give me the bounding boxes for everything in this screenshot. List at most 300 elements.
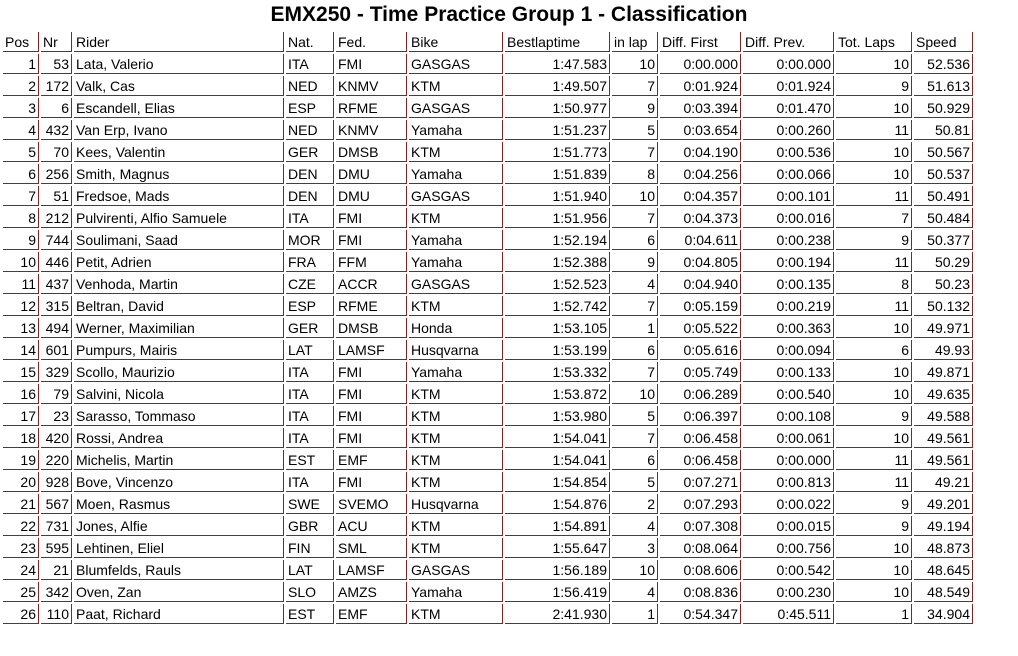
cell-diff-first: 0:07.271 (660, 472, 741, 492)
cell-tot-laps: 9 (836, 406, 912, 426)
cell-rider: Oven, Zan (74, 582, 284, 602)
cell-rider: Soulimani, Saad (74, 230, 284, 250)
cell-nr: 329 (41, 362, 72, 382)
cell-nr: 432 (41, 120, 72, 140)
table-row (3, 362, 973, 382)
cell-fed: SVEMO (336, 494, 407, 514)
cell-nr: 51 (41, 186, 72, 206)
cell-pos: 18 (3, 428, 39, 448)
cell-fed: SML (336, 538, 407, 558)
cell-diff-prev: 0:00.363 (743, 318, 834, 338)
cell-bestlaptime: 1:56.419 (505, 582, 610, 602)
cell-pos: 16 (3, 384, 39, 404)
cell-nr: 256 (41, 164, 72, 184)
cell-speed: 50.132 (914, 296, 973, 316)
column-header-tot-laps: Tot. Laps (836, 32, 912, 52)
cell-nat: ITA (286, 428, 334, 448)
cell-speed: 34.904 (914, 604, 973, 624)
cell-diff-prev: 0:00.015 (743, 516, 834, 536)
cell-speed: 49.871 (914, 362, 973, 382)
cell-in-lap: 10 (612, 186, 658, 206)
cell-nr: 21 (41, 560, 72, 580)
cell-bike: KTM (409, 142, 503, 162)
cell-diff-first: 0:05.522 (660, 318, 741, 338)
table-row (3, 296, 973, 316)
cell-nat: DEN (286, 186, 334, 206)
cell-diff-prev: 0:00.813 (743, 472, 834, 492)
cell-bike: Yamaha (409, 582, 503, 602)
cell-speed: 50.29 (914, 252, 973, 272)
cell-diff-prev: 0:00.260 (743, 120, 834, 140)
cell-nr: 172 (41, 76, 72, 96)
cell-diff-prev: 0:00.238 (743, 230, 834, 250)
cell-diff-first: 0:06.458 (660, 428, 741, 448)
cell-nr: 744 (41, 230, 72, 250)
cell-nr: 79 (41, 384, 72, 404)
cell-pos: 5 (3, 142, 39, 162)
cell-bike: KTM (409, 296, 503, 316)
cell-rider: Werner, Maximilian (74, 318, 284, 338)
cell-diff-first: 0:08.064 (660, 538, 741, 558)
cell-diff-prev: 0:00.066 (743, 164, 834, 184)
cell-fed: ACCR (336, 274, 407, 294)
cell-in-lap: 6 (612, 450, 658, 470)
table-row (3, 406, 973, 426)
cell-speed: 49.561 (914, 450, 973, 470)
cell-rider: Pulvirenti, Alfio Samuele (74, 208, 284, 228)
cell-fed: FMI (336, 406, 407, 426)
column-header-fed: Fed. (336, 32, 407, 52)
table-row (3, 516, 973, 536)
cell-bestlaptime: 1:51.956 (505, 208, 610, 228)
column-header-rider: Rider (74, 32, 284, 52)
cell-diff-prev: 0:01.470 (743, 98, 834, 118)
table-row (3, 186, 973, 206)
table-row (3, 582, 973, 602)
cell-in-lap: 2 (612, 494, 658, 514)
cell-bestlaptime: 1:54.041 (505, 428, 610, 448)
cell-diff-prev: 0:00.094 (743, 340, 834, 360)
cell-nat: GER (286, 142, 334, 162)
cell-pos: 4 (3, 120, 39, 140)
cell-speed: 48.645 (914, 560, 973, 580)
cell-in-lap: 7 (612, 296, 658, 316)
cell-pos: 7 (3, 186, 39, 206)
cell-bike: KTM (409, 516, 503, 536)
cell-rider: Smith, Magnus (74, 164, 284, 184)
cell-in-lap: 4 (612, 516, 658, 536)
cell-diff-prev: 0:00.000 (743, 54, 834, 74)
cell-rider: Sarasso, Tommaso (74, 406, 284, 426)
cell-in-lap: 4 (612, 582, 658, 602)
cell-bestlaptime: 1:51.940 (505, 186, 610, 206)
cell-rider: Petit, Adrien (74, 252, 284, 272)
cell-bike: GASGAS (409, 274, 503, 294)
cell-fed: FMI (336, 362, 407, 382)
cell-fed: ACU (336, 516, 407, 536)
cell-nat: ESP (286, 296, 334, 316)
cell-speed: 48.549 (914, 582, 973, 602)
cell-rider: Bove, Vincenzo (74, 472, 284, 492)
cell-diff-prev: 0:01.924 (743, 76, 834, 96)
cell-in-lap: 7 (612, 208, 658, 228)
cell-rider: Valk, Cas (74, 76, 284, 96)
cell-rider: Venhoda, Martin (74, 274, 284, 294)
cell-tot-laps: 6 (836, 340, 912, 360)
cell-speed: 49.194 (914, 516, 973, 536)
cell-bestlaptime: 1:54.041 (505, 450, 610, 470)
cell-bestlaptime: 1:52.194 (505, 230, 610, 250)
cell-bike: KTM (409, 208, 503, 228)
cell-rider: Beltran, David (74, 296, 284, 316)
table-row (3, 142, 973, 162)
cell-bestlaptime: 1:54.891 (505, 516, 610, 536)
cell-diff-first: 0:05.749 (660, 362, 741, 382)
cell-pos: 22 (3, 516, 39, 536)
cell-diff-first: 0:03.654 (660, 120, 741, 140)
cell-diff-first: 0:04.611 (660, 230, 741, 250)
cell-fed: KNMV (336, 120, 407, 140)
cell-speed: 50.567 (914, 142, 973, 162)
cell-nat: ITA (286, 406, 334, 426)
cell-nat: EST (286, 604, 334, 624)
cell-diff-first: 0:06.458 (660, 450, 741, 470)
cell-nat: NED (286, 120, 334, 140)
cell-fed: RFME (336, 98, 407, 118)
cell-pos: 14 (3, 340, 39, 360)
cell-nat: ITA (286, 472, 334, 492)
table-row (3, 120, 973, 140)
cell-bike: KTM (409, 76, 503, 96)
cell-fed: LAMSF (336, 560, 407, 580)
cell-rider: Lata, Valerio (74, 54, 284, 74)
cell-bestlaptime: 1:53.332 (505, 362, 610, 382)
cell-speed: 49.635 (914, 384, 973, 404)
cell-bestlaptime: 1:51.839 (505, 164, 610, 184)
cell-diff-prev: 0:00.194 (743, 252, 834, 272)
cell-tot-laps: 9 (836, 230, 912, 250)
cell-nat: ITA (286, 208, 334, 228)
cell-diff-first: 0:06.397 (660, 406, 741, 426)
cell-in-lap: 5 (612, 472, 658, 492)
cell-speed: 49.201 (914, 494, 973, 514)
cell-speed: 50.484 (914, 208, 973, 228)
cell-fed: FMI (336, 54, 407, 74)
cell-pos: 3 (3, 98, 39, 118)
cell-tot-laps: 10 (836, 164, 912, 184)
cell-tot-laps: 11 (836, 120, 912, 140)
cell-pos: 13 (3, 318, 39, 338)
cell-nr: 567 (41, 494, 72, 514)
cell-pos: 24 (3, 560, 39, 580)
cell-fed: KNMV (336, 76, 407, 96)
column-header-diff-first: Diff. First (660, 32, 741, 52)
cell-pos: 15 (3, 362, 39, 382)
cell-pos: 21 (3, 494, 39, 514)
cell-diff-prev: 0:00.230 (743, 582, 834, 602)
cell-bike: Honda (409, 318, 503, 338)
cell-nr: 53 (41, 54, 72, 74)
cell-pos: 11 (3, 274, 39, 294)
cell-fed: FMI (336, 230, 407, 250)
cell-diff-prev: 0:00.536 (743, 142, 834, 162)
table-row (3, 230, 973, 250)
column-header-bestlaptime: Bestlaptime (505, 32, 610, 52)
cell-nr: 494 (41, 318, 72, 338)
cell-nr: 212 (41, 208, 72, 228)
cell-diff-prev: 0:00.101 (743, 186, 834, 206)
table-row (3, 604, 973, 624)
cell-tot-laps: 11 (836, 296, 912, 316)
cell-tot-laps: 9 (836, 76, 912, 96)
column-header-pos: Pos (3, 32, 39, 52)
cell-pos: 10 (3, 252, 39, 272)
cell-bike: GASGAS (409, 186, 503, 206)
cell-speed: 50.377 (914, 230, 973, 250)
cell-nat: FRA (286, 252, 334, 272)
cell-pos: 25 (3, 582, 39, 602)
cell-rider: Pumpurs, Mairis (74, 340, 284, 360)
cell-nr: 342 (41, 582, 72, 602)
table-row (3, 252, 973, 272)
cell-nat: GBR (286, 516, 334, 536)
cell-in-lap: 6 (612, 230, 658, 250)
cell-in-lap: 10 (612, 384, 658, 404)
cell-diff-prev: 0:00.540 (743, 384, 834, 404)
cell-bike: KTM (409, 384, 503, 404)
cell-speed: 49.971 (914, 318, 973, 338)
cell-in-lap: 5 (612, 406, 658, 426)
cell-speed: 49.93 (914, 340, 973, 360)
cell-rider: Kees, Valentin (74, 142, 284, 162)
cell-diff-first: 0:03.394 (660, 98, 741, 118)
table-row (3, 318, 973, 338)
column-header-nr: Nr (41, 32, 72, 52)
cell-in-lap: 1 (612, 318, 658, 338)
cell-tot-laps: 10 (836, 428, 912, 448)
cell-diff-first: 0:04.805 (660, 252, 741, 272)
cell-rider: Scollo, Maurizio (74, 362, 284, 382)
cell-speed: 49.561 (914, 428, 973, 448)
column-header-speed: Speed (914, 32, 973, 52)
cell-speed: 50.537 (914, 164, 973, 184)
cell-tot-laps: 10 (836, 142, 912, 162)
table-row (3, 98, 973, 118)
cell-nat: MOR (286, 230, 334, 250)
table-header (3, 32, 973, 52)
cell-in-lap: 7 (612, 76, 658, 96)
cell-tot-laps: 10 (836, 98, 912, 118)
table-row (3, 428, 973, 448)
cell-fed: DMSB (336, 142, 407, 162)
cell-nat: ESP (286, 98, 334, 118)
cell-tot-laps: 7 (836, 208, 912, 228)
cell-bike: Yamaha (409, 230, 503, 250)
cell-bestlaptime: 1:51.773 (505, 142, 610, 162)
cell-pos: 9 (3, 230, 39, 250)
cell-bestlaptime: 1:52.742 (505, 296, 610, 316)
cell-pos: 20 (3, 472, 39, 492)
cell-nat: ITA (286, 54, 334, 74)
cell-in-lap: 9 (612, 98, 658, 118)
header-row (3, 32, 973, 52)
cell-in-lap: 3 (612, 538, 658, 558)
cell-in-lap: 7 (612, 142, 658, 162)
table-row (3, 208, 973, 228)
cell-in-lap: 5 (612, 120, 658, 140)
cell-nr: 437 (41, 274, 72, 294)
cell-tot-laps: 10 (836, 362, 912, 382)
cell-diff-first: 0:08.836 (660, 582, 741, 602)
cell-nr: 446 (41, 252, 72, 272)
cell-tot-laps: 10 (836, 582, 912, 602)
page-title: EMX250 - Time Practice Group 1 - Classification (270, 3, 748, 26)
cell-bike: GASGAS (409, 560, 503, 580)
cell-fed: FMI (336, 208, 407, 228)
cell-fed: RFME (336, 296, 407, 316)
cell-bike: KTM (409, 538, 503, 558)
cell-tot-laps: 1 (836, 604, 912, 624)
cell-tot-laps: 9 (836, 516, 912, 536)
table-row (3, 274, 973, 294)
cell-nr: 928 (41, 472, 72, 492)
cell-tot-laps: 10 (836, 538, 912, 558)
cell-pos: 2 (3, 76, 39, 96)
cell-pos: 26 (3, 604, 39, 624)
cell-tot-laps: 10 (836, 54, 912, 74)
cell-tot-laps: 8 (836, 274, 912, 294)
cell-nr: 420 (41, 428, 72, 448)
cell-pos: 12 (3, 296, 39, 316)
table-row (3, 384, 973, 404)
cell-diff-first: 0:04.373 (660, 208, 741, 228)
cell-bike: Husqvarna (409, 340, 503, 360)
cell-bestlaptime: 1:54.876 (505, 494, 610, 514)
cell-in-lap: 7 (612, 428, 658, 448)
table-body (3, 54, 973, 624)
cell-bestlaptime: 1:56.189 (505, 560, 610, 580)
cell-tot-laps: 11 (836, 186, 912, 206)
cell-diff-first: 0:01.924 (660, 76, 741, 96)
column-header-nat: Nat. (286, 32, 334, 52)
table-row (3, 538, 973, 558)
cell-nr: 110 (41, 604, 72, 624)
cell-nat: LAT (286, 560, 334, 580)
cell-nat: NED (286, 76, 334, 96)
cell-in-lap: 9 (612, 252, 658, 272)
cell-bestlaptime: 1:54.854 (505, 472, 610, 492)
cell-nat: LAT (286, 340, 334, 360)
cell-fed: FFM (336, 252, 407, 272)
cell-rider: Moen, Rasmus (74, 494, 284, 514)
cell-bike: Yamaha (409, 252, 503, 272)
table-row (3, 54, 973, 74)
cell-bike: Yamaha (409, 362, 503, 382)
cell-nr: 731 (41, 516, 72, 536)
cell-speed: 49.21 (914, 472, 973, 492)
cell-diff-prev: 0:00.133 (743, 362, 834, 382)
cell-diff-prev: 0:45.511 (743, 604, 834, 624)
cell-pos: 17 (3, 406, 39, 426)
cell-pos: 8 (3, 208, 39, 228)
table-row (3, 494, 973, 514)
cell-bestlaptime: 1:53.980 (505, 406, 610, 426)
cell-speed: 50.23 (914, 274, 973, 294)
cell-bestlaptime: 1:52.388 (505, 252, 610, 272)
cell-bike: KTM (409, 428, 503, 448)
cell-speed: 50.491 (914, 186, 973, 206)
cell-diff-prev: 0:00.219 (743, 296, 834, 316)
cell-diff-prev: 0:00.756 (743, 538, 834, 558)
cell-rider: Escandell, Elias (74, 98, 284, 118)
cell-nr: 601 (41, 340, 72, 360)
cell-pos: 1 (3, 54, 39, 74)
cell-bike: KTM (409, 406, 503, 426)
cell-rider: Lehtinen, Eliel (74, 538, 284, 558)
cell-in-lap: 10 (612, 54, 658, 74)
cell-diff-prev: 0:00.135 (743, 274, 834, 294)
cell-fed: DMSB (336, 318, 407, 338)
cell-nat: ITA (286, 384, 334, 404)
cell-diff-first: 0:07.293 (660, 494, 741, 514)
cell-fed: FMI (336, 428, 407, 448)
table-row (3, 472, 973, 492)
cell-tot-laps: 10 (836, 384, 912, 404)
cell-pos: 6 (3, 164, 39, 184)
cell-bestlaptime: 1:53.199 (505, 340, 610, 360)
cell-bike: Husqvarna (409, 494, 503, 514)
cell-fed: FMI (336, 472, 407, 492)
cell-nat: FIN (286, 538, 334, 558)
cell-rider: Blumfelds, Rauls (74, 560, 284, 580)
cell-tot-laps: 11 (836, 472, 912, 492)
cell-bestlaptime: 1:49.507 (505, 76, 610, 96)
cell-rider: Michelis, Martin (74, 450, 284, 470)
cell-bestlaptime: 2:41.930 (505, 604, 610, 624)
cell-in-lap: 10 (612, 560, 658, 580)
cell-nr: 595 (41, 538, 72, 558)
cell-nat: ITA (286, 362, 334, 382)
cell-speed: 51.613 (914, 76, 973, 96)
cell-nat: GER (286, 318, 334, 338)
cell-diff-first: 0:04.357 (660, 186, 741, 206)
cell-bike: GASGAS (409, 98, 503, 118)
cell-in-lap: 6 (612, 340, 658, 360)
cell-rider: Van Erp, Ivano (74, 120, 284, 140)
cell-rider: Paat, Richard (74, 604, 284, 624)
cell-bestlaptime: 1:53.105 (505, 318, 610, 338)
cell-bike: GASGAS (409, 54, 503, 74)
cell-bike: Yamaha (409, 164, 503, 184)
cell-fed: LAMSF (336, 340, 407, 360)
cell-bestlaptime: 1:47.583 (505, 54, 610, 74)
cell-bestlaptime: 1:55.647 (505, 538, 610, 558)
table-row (3, 340, 973, 360)
cell-nr: 6 (41, 98, 72, 118)
cell-nr: 315 (41, 296, 72, 316)
cell-nr: 70 (41, 142, 72, 162)
cell-speed: 49.588 (914, 406, 973, 426)
cell-diff-first: 0:05.159 (660, 296, 741, 316)
cell-pos: 23 (3, 538, 39, 558)
cell-diff-first: 0:00.000 (660, 54, 741, 74)
cell-rider: Rossi, Andrea (74, 428, 284, 448)
cell-diff-prev: 0:00.016 (743, 208, 834, 228)
cell-nat: DEN (286, 164, 334, 184)
cell-in-lap: 7 (612, 362, 658, 382)
cell-bestlaptime: 1:53.872 (505, 384, 610, 404)
cell-diff-prev: 0:00.061 (743, 428, 834, 448)
